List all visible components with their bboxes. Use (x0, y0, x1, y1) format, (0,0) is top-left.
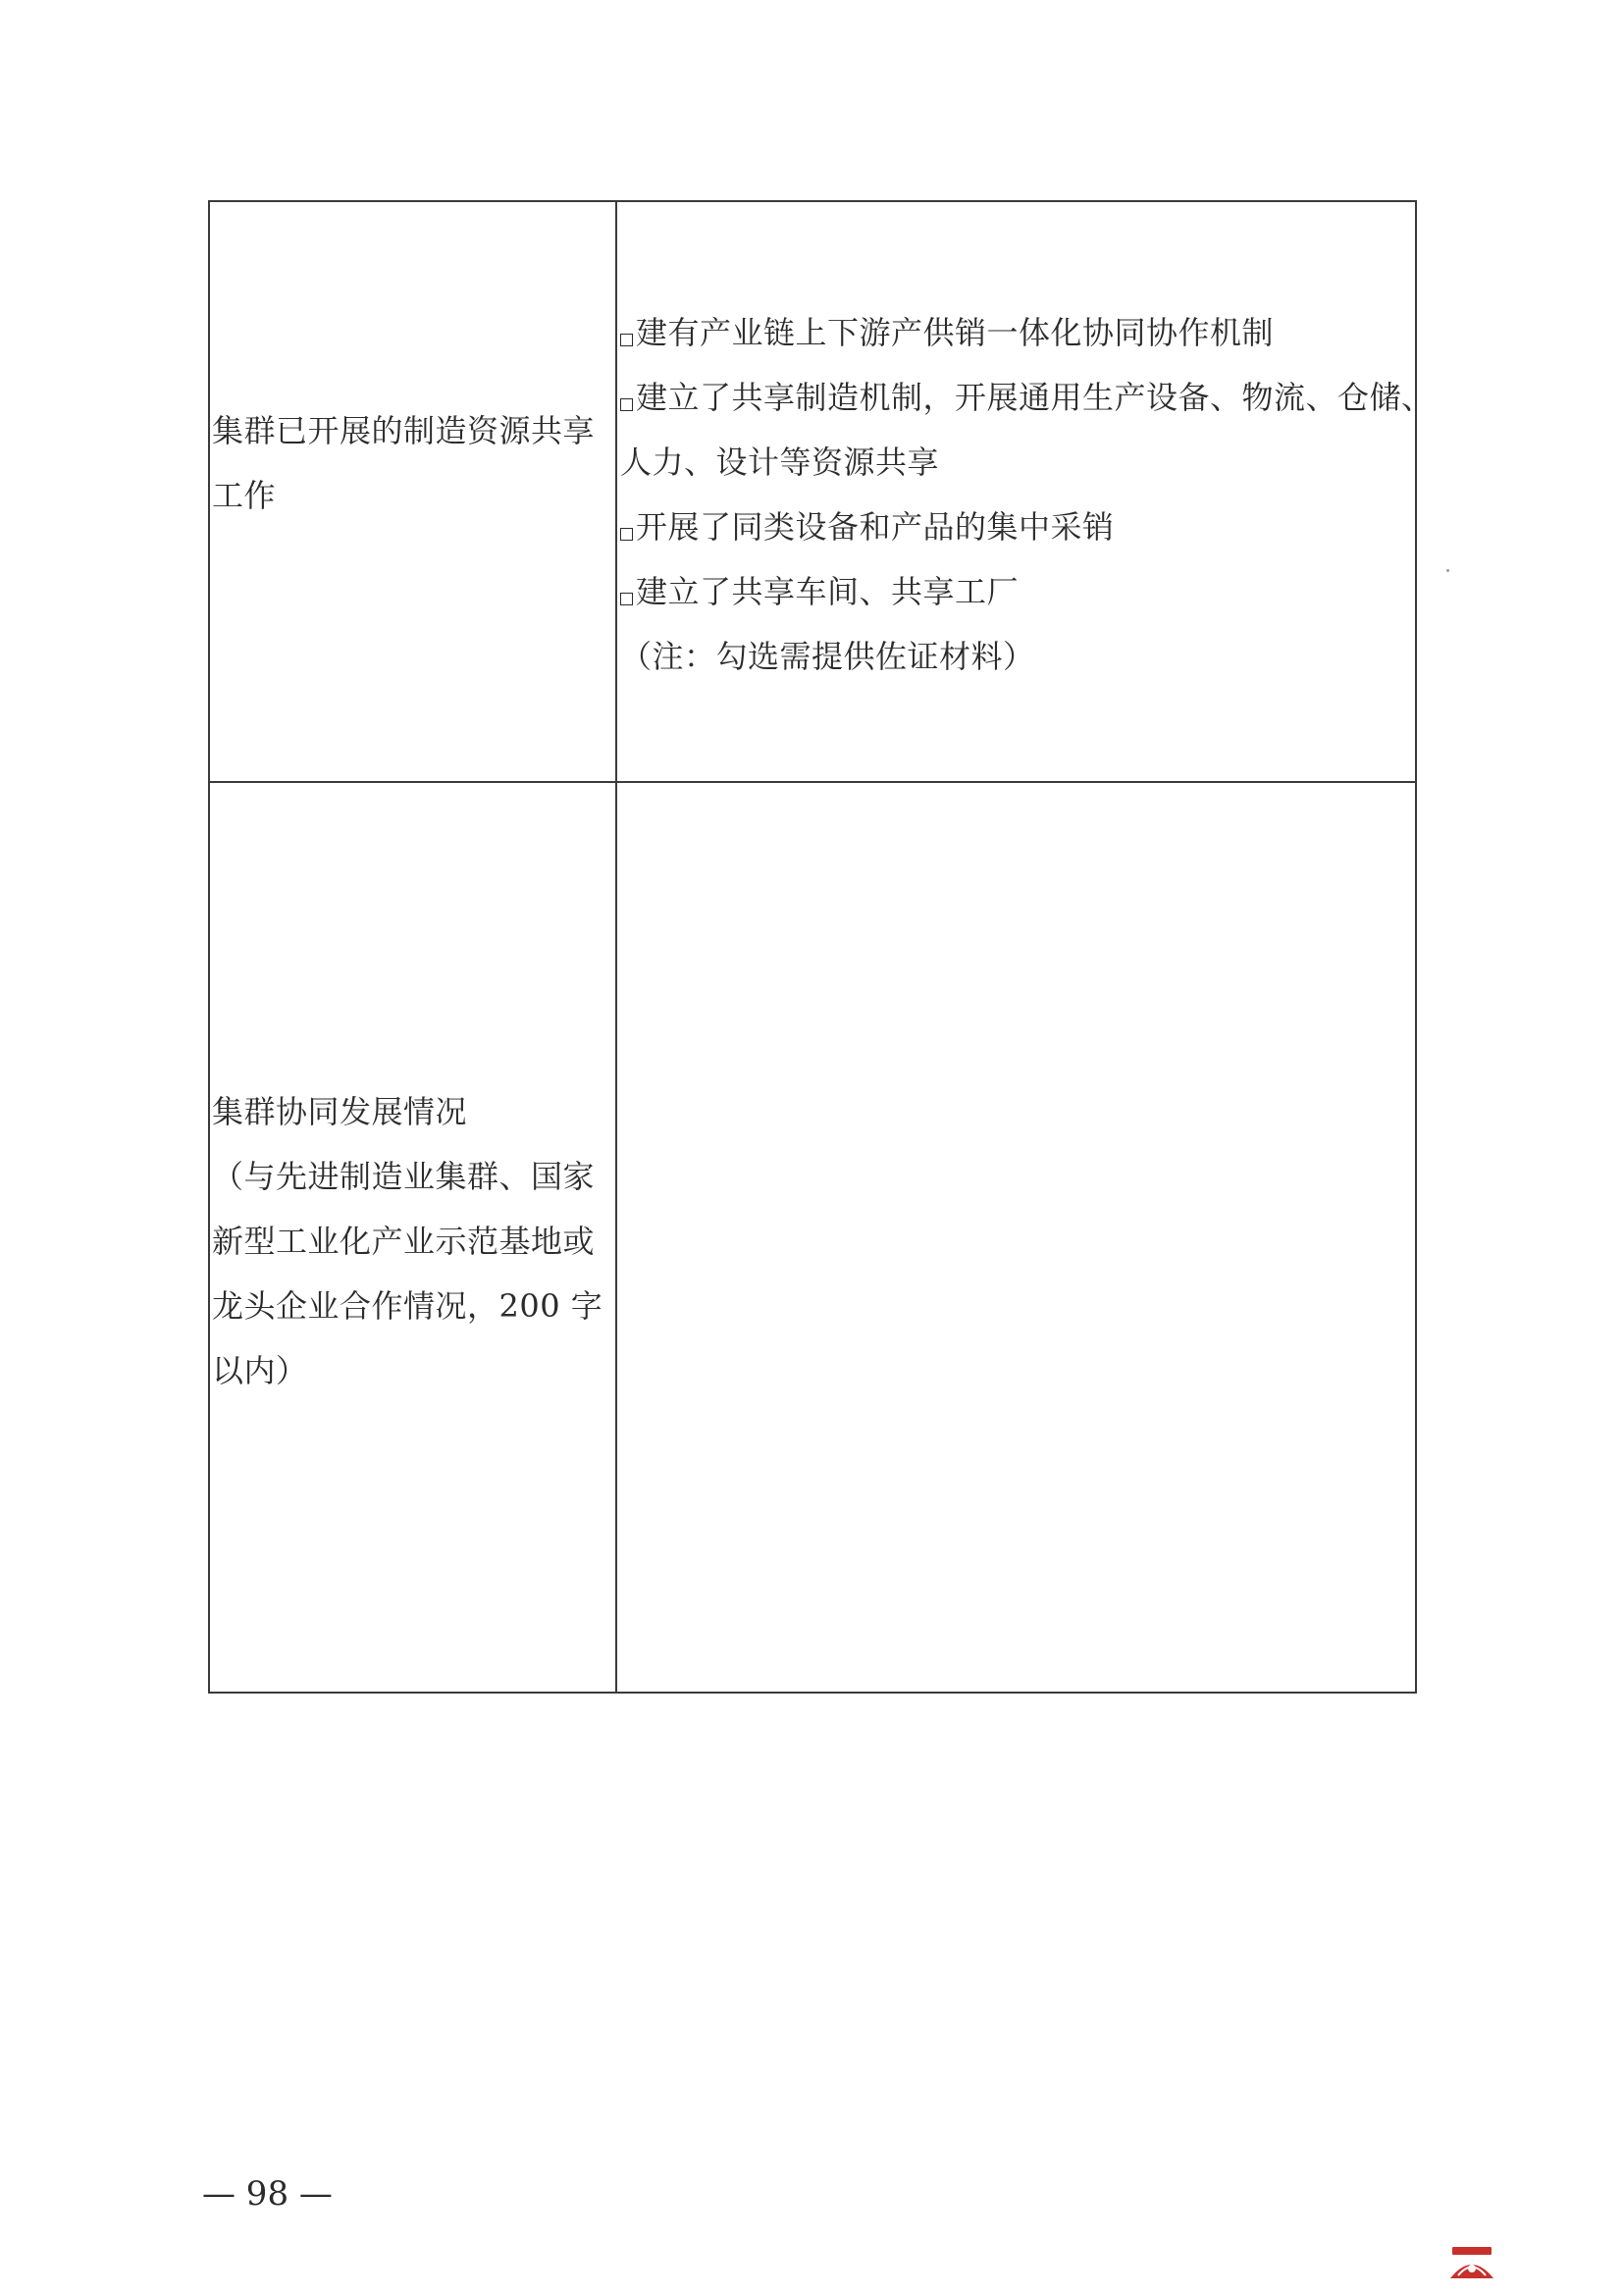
row1-label-line-1: 集群已开展的制造资源共享 (212, 412, 596, 449)
row2-label-line-5: 以内） (212, 1352, 308, 1389)
row1-label-cell (212, 398, 612, 528)
option-label: 建有产业链上下游产供销一体化协同协作机制 (636, 314, 1275, 351)
checkbox-icon[interactable] (620, 334, 633, 346)
row2-label-line-2: （与先进制造业集群、国家 (212, 1158, 596, 1195)
row1-options-cell (620, 300, 1434, 689)
seal-icon (1446, 2245, 1497, 2280)
row1-label-line-2: 工作 (212, 477, 277, 514)
checkbox-icon[interactable] (620, 528, 633, 541)
option-shared-supply-chain[interactable] (620, 300, 1417, 365)
row2-label-line-3: 新型工业化产业示范基地或 (212, 1223, 596, 1260)
option-label: 开展了同类设备和产品的集中采销 (636, 508, 1115, 546)
checkbox-icon[interactable] (620, 593, 633, 605)
option-label: 建立了共享车间、共享工厂 (636, 573, 1020, 610)
page-number: — 98 — (202, 2174, 333, 2214)
option-label: 建立了共享制造机制，开展通用生产设备、物流、仓储、 (636, 379, 1434, 416)
row1-note: （注：勾选需提供佐证材料） (620, 638, 1035, 675)
option-shared-workshop[interactable] (620, 559, 1417, 624)
scan-speck (1446, 569, 1449, 572)
row2-label-line-4: 龙头企业合作情况，200 字 (212, 1287, 603, 1325)
form-table (208, 200, 1434, 1694)
column-divider (615, 202, 617, 1692)
option-centralized-procurement[interactable] (620, 495, 1417, 559)
row2-label-cell (212, 1079, 612, 1403)
checkbox-icon[interactable] (620, 398, 633, 411)
row2-content-cell[interactable] (618, 784, 1415, 1692)
option-shared-manufacturing-continued: 人力、设计等资源共享 (620, 444, 940, 481)
row2-label-line-1: 集群协同发展情况 (212, 1093, 468, 1130)
row-divider (210, 781, 1415, 783)
option-shared-manufacturing[interactable] (620, 365, 1434, 430)
